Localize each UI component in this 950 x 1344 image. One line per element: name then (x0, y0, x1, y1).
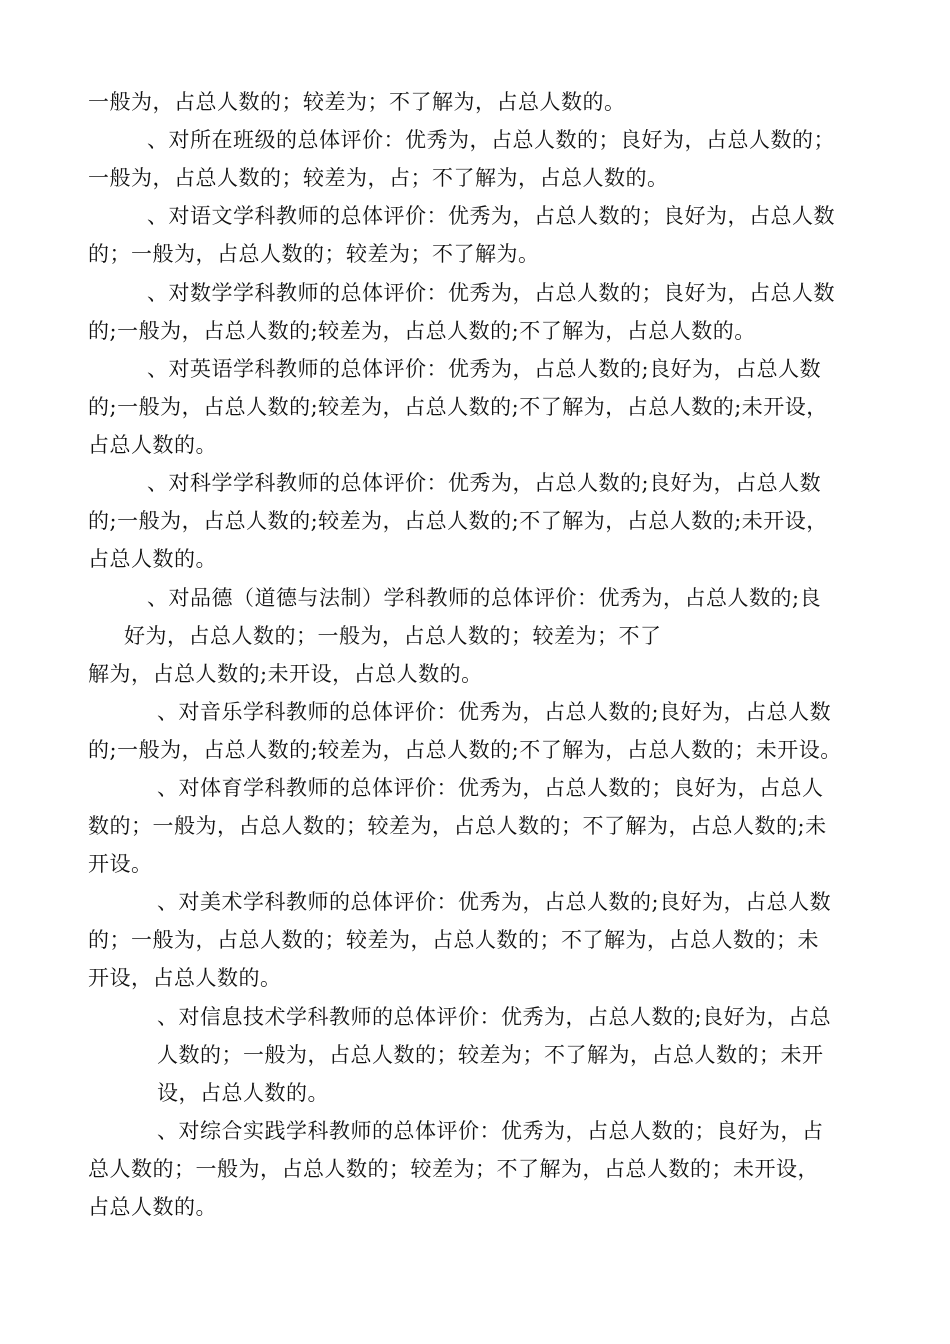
text-line: 、对科学学科教师的总体评价：优秀为，占总人数的;良好为，占总人数 (147, 471, 822, 495)
text-line: 、对数学学科教师的总体评价：优秀为，占总人数的；良好为，占总人数 (147, 281, 835, 305)
text-line: 、对音乐学科教师的总体评价：优秀为，占总人数的;良好为，占总人数 (157, 700, 832, 724)
text-line: 占总人数的。 (88, 1195, 217, 1219)
text-line: 开设，占总人数的。 (88, 966, 282, 990)
text-line: 好为，占总人数的；一般为，占总人数的；较差为；不了 (124, 624, 662, 648)
text-line: 、对信息技术学科教师的总体评价：优秀为，占总人数的;良好为，占总 (157, 1005, 832, 1029)
text-line: 、对品德（道德与法制）学科教师的总体评价：优秀为，占总人数的;良 (147, 586, 822, 610)
text-line: 开设。 (88, 852, 153, 876)
text-line: 解为，占总人数的;未开设，占总人数的。 (88, 662, 483, 686)
text-line: 占总人数的。 (88, 433, 217, 457)
text-line: 人数的；一般为，占总人数的；较差为；不了解为，占总人数的；未开 (157, 1043, 824, 1067)
text-line: 占总人数的。 (88, 547, 217, 571)
text-line: 、对所在班级的总体评价：优秀为，占总人数的；良好为，占总人数的； (147, 128, 835, 152)
text-line: 、对英语学科教师的总体评价：优秀为，占总人数的;良好为，占总人数 (147, 357, 822, 381)
text-line: 的;一般为，占总人数的;较差为，占总人数的;不了解为，占总人数的；未开设。 (88, 738, 842, 762)
text-line: 、对语文学科教师的总体评价：优秀为，占总人数的；良好为，占总人数 (147, 204, 835, 228)
text-line: 、对美术学科教师的总体评价：优秀为，占总人数的;良好为，占总人数 (157, 890, 832, 914)
text-line: 的；一般为，占总人数的；较差为；不了解为。 (88, 242, 540, 266)
text-line: 的;一般为，占总人数的;较差为，占总人数的;不了解为，占总人数的;未开设， (88, 395, 828, 419)
text-line: 一般为，占总人数的；较差为；不了解为，占总人数的。 (88, 90, 626, 114)
text-line: 的;一般为，占总人数的;较差为，占总人数的;不了解为，占总人数的;未开设， (88, 509, 828, 533)
text-line: 一般为，占总人数的；较差为，占；不了解为，占总人数的。 (88, 166, 669, 190)
text-line: 、对体育学科教师的总体评价：优秀为，占总人数的；良好为，占总人 (157, 776, 824, 800)
text-line: 设，占总人数的。 (157, 1081, 329, 1105)
text-line: 总人数的；一般为，占总人数的；较差为；不了解为，占总人数的；未开设， (88, 1157, 819, 1181)
text-line: 、对综合实践学科教师的总体评价：优秀为，占总人数的；良好为，占 (157, 1119, 824, 1143)
text-line: 的；一般为，占总人数的；较差为，占总人数的；不了解为，占总人数的；未 (88, 928, 819, 952)
text-line: 数的；一般为，占总人数的；较差为，占总人数的；不了解为，占总人数的;未 (88, 814, 827, 838)
text-line: 的;一般为，占总人数的;较差为，占总人数的;不了解为，占总人数的。 (88, 319, 756, 343)
